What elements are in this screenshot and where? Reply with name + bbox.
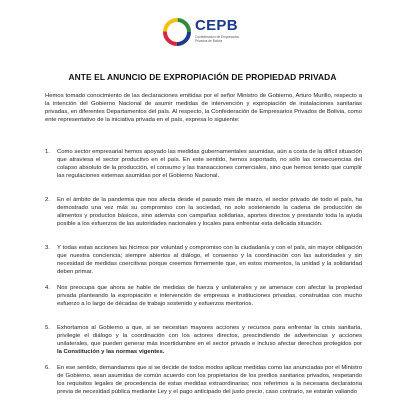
item-number: 1. <box>45 149 50 155</box>
item-number: 5. <box>45 325 50 331</box>
item-number: 3. <box>45 245 50 251</box>
brand-name: CEPB <box>195 17 238 34</box>
item-text: En ese sentido, demandamos que si se decide de todos modos aplicar medidas como las anunciadas por el Ministro de Gobierno, sean asumidas de común acuerdo con los propietarios de los predios sanitarios privados, respetando los requisitos legales de procedencia de estas medidas extraordinarias; nos referimos a la necesaria declaratoria previa de necesidad pública mediante Ley y el pago anticipado del justo precio, caso contrario, se estarán valiando <box>57 365 362 395</box>
item-number: 6. <box>45 365 50 371</box>
item-text: Exhortamos al Gobierno a que, si se necesitan mayores acciones y recursos para enfrentar la crisis sanitaria, privilegie el diálogo y la coordinación con los actores directos, prescindiendo de advertencias y acciones unilaterales, que pueden generar más incertidumbre en el sector privado e incluso afectar derechos protegidos por la Constitución y las normas vigentes. <box>57 325 362 355</box>
cepb-logo <box>163 18 253 54</box>
item-text: Como sector empresarial hemos apoyado las medidas gubernamentales asumidas, aún a costa de la difícil situación que atraviesa el sector productivo en el país. En este sentido, hemos soportado, no sólo las consecuencias del colapso absoluto de la producción, el consumo y las transacciones comerciales, sino que hemos tenido que cumplir las regulaciones externas asumidas por el Gobierno Nacional. <box>57 149 362 179</box>
item-text: Nos preocupa que ahora se hable de medidas de fuerza y unilaterales y se amenace con afectar la propiedad privada planteando la expropiación e intervención de empresas e instituciones privadas, construidas con mucho esfuerzo a lo largo de décadas de trabajo sostenido y esfuerzos meritorios. <box>57 285 362 307</box>
intro-paragraph: Hemos tomado conocimiento de las declaraciones emitidas por el señor Ministro de Gobierno, Arturo Murillo, respecto a la intención del Gobierno Nacional de asumir medidas de intervención y expropiación de instalaciones sanitarias privadas, en diferentes Departamentos del país. Al respecto, la Confederación de Empresarios Privados de Bolivia, como ente representativo de la iniciativa privada en el país, expresa lo siguiente: <box>45 93 362 123</box>
document-title: ANTE EL ANUNCIO DE EXPROPIACIÓN DE PROPIEDAD PRIVADA <box>68 72 337 82</box>
cepb-emblem-icon <box>163 18 191 46</box>
brand-subtitle: Confederación de Empresarios Privados de Bolivia <box>195 35 239 43</box>
constitution-emphasis: la Constitución y las normas vigentes. <box>57 349 165 355</box>
item-text: En el ámbito de la pandemia que nos afecta desde el pasado mes de marzo, el sector privado de todo el país, ha demostrado una vez más su compromiso con la sociedad, no solo sosteniendo la cadena de producción de alimentos y productos básicos, sino además con campañas solidarias, aportes directos y prestando toda la ayuda posible a los esfuerzos de las autoridades nacionales y locales para enfrentar esta delicada situación. <box>57 197 362 227</box>
item-text: Y todas estas acciones las hicimos por voluntad y compromiso con la ciudadanía y con el país, sin mayor obligación que nuestra conciencia; siempre abiertos al diálogo, el consenso y la coordinación con las autoridades y sin necesidad de medidas coercitivas porque creemos firmemente que, en estos momentos, la unidad y la solidaridad deben primar. <box>57 245 362 275</box>
item-number: 4. <box>45 285 50 291</box>
item-number: 2. <box>45 197 50 203</box>
